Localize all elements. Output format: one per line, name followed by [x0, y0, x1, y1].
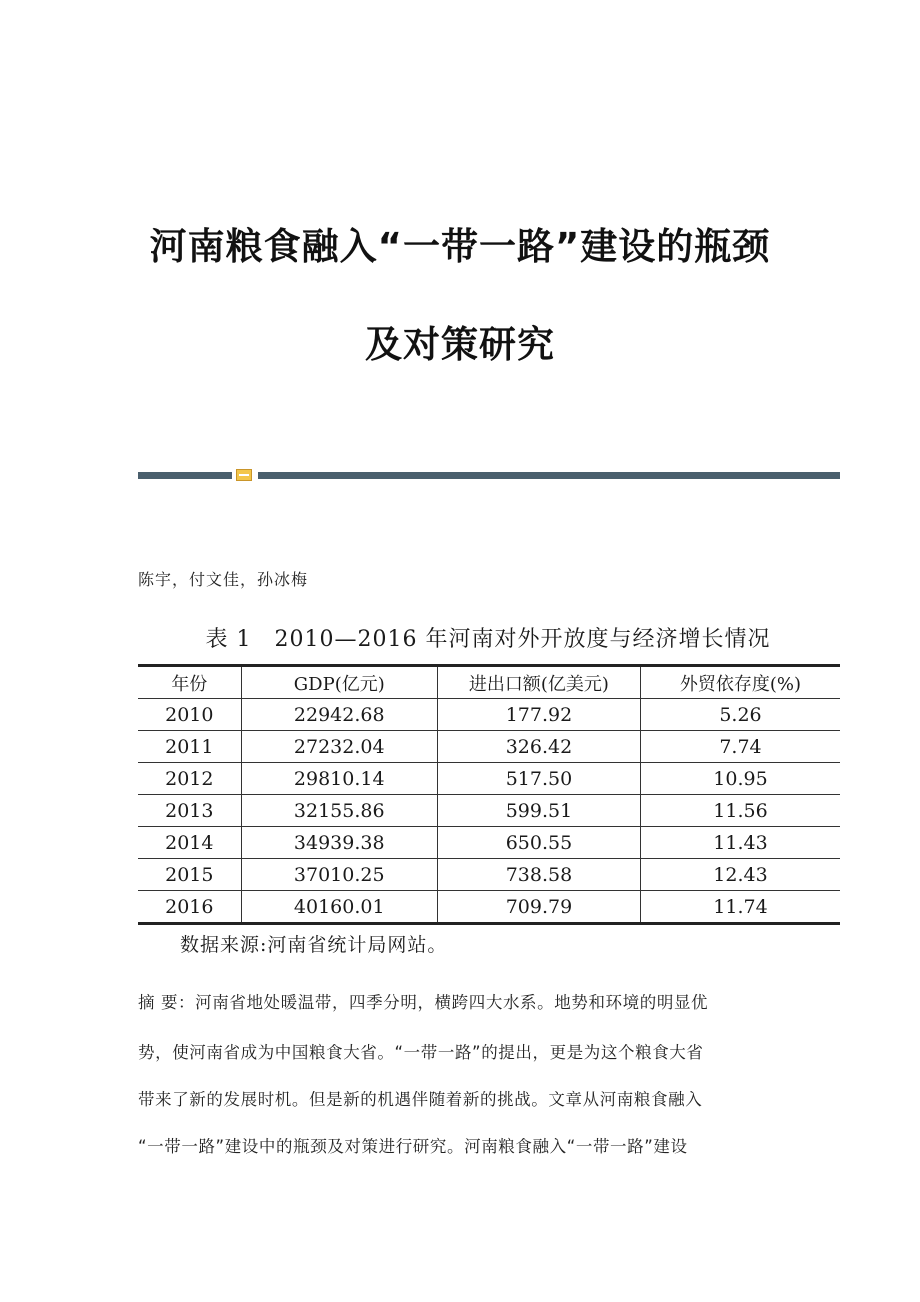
cell-gdp: 22942.68	[241, 699, 437, 731]
table-row	[138, 763, 840, 795]
cell-dependence: 7.74	[640, 731, 840, 763]
cell-gdp: 32155.86	[241, 795, 437, 827]
header-year: 年份	[138, 666, 241, 699]
cell-trade: 517.50	[437, 763, 640, 795]
cell-trade: 738.58	[437, 859, 640, 891]
table-row	[138, 859, 840, 891]
abstract-line: “一带一路”建设中的瓶颈及对策进行研究。河南粮食融入“一带一路”建设	[138, 1137, 688, 1156]
cell-trade: 326.42	[437, 731, 640, 763]
cell-gdp: 29810.14	[241, 763, 437, 795]
author-list: 陈宇，付文佳，孙冰梅	[138, 570, 309, 589]
table-row	[138, 795, 840, 827]
cell-dependence: 11.74	[640, 891, 840, 924]
abstract-line: 摘 要：河南省地处暖温带，四季分明，横跨四大水系。地势和环境的明显优	[138, 993, 709, 1012]
abstract-line: 带来了新的发展时机。但是新的机遇伴随着新的挑战。文章从河南粮食融入	[138, 1090, 703, 1109]
cell-gdp: 27232.04	[241, 731, 437, 763]
cell-year: 2010	[138, 699, 241, 731]
cell-gdp: 37010.25	[241, 859, 437, 891]
cell-dependence: 11.43	[640, 827, 840, 859]
cell-trade: 709.79	[437, 891, 640, 924]
cell-gdp: 40160.01	[241, 891, 437, 924]
header-gdp: GDP(亿元)	[241, 666, 437, 699]
cell-trade: 650.55	[437, 827, 640, 859]
data-table	[138, 664, 840, 925]
table-row	[138, 731, 840, 763]
cell-dependence: 10.95	[640, 763, 840, 795]
table-row	[138, 699, 840, 731]
abstract-line: 势，使河南省成为中国粮食大省。“一带一路”的提出，更是为这个粮食大省	[138, 1043, 704, 1062]
cell-year: 2012	[138, 763, 241, 795]
cell-gdp: 34939.38	[241, 827, 437, 859]
cell-year: 2014	[138, 827, 241, 859]
title-divider-right	[258, 472, 840, 479]
divider-emblem-icon	[236, 469, 252, 481]
table-caption: 表 1 2010—2016 年河南对外开放度与经济增长情况	[205, 627, 771, 652]
cell-dependence: 12.43	[640, 859, 840, 891]
paper-title-line-1: 河南粮食融入“一带一路”建设的瓶颈	[149, 225, 771, 268]
cell-trade: 599.51	[437, 795, 640, 827]
cell-year: 2011	[138, 731, 241, 763]
cell-dependence: 11.56	[640, 795, 840, 827]
table-row	[138, 827, 840, 859]
cell-year: 2016	[138, 891, 241, 924]
table-row	[138, 891, 840, 924]
title-divider-left	[138, 472, 232, 479]
header-trade: 进出口额(亿美元)	[437, 666, 640, 699]
table-source-note: 数据来源:河南省统计局网站。	[180, 934, 448, 956]
cell-year: 2015	[138, 859, 241, 891]
cell-dependence: 5.26	[640, 699, 840, 731]
table-header-row	[138, 666, 840, 699]
cell-trade: 177.92	[437, 699, 640, 731]
cell-year: 2013	[138, 795, 241, 827]
paper-title-line-2: 及对策研究	[365, 323, 555, 366]
header-dependence: 外贸依存度(%)	[640, 666, 840, 699]
